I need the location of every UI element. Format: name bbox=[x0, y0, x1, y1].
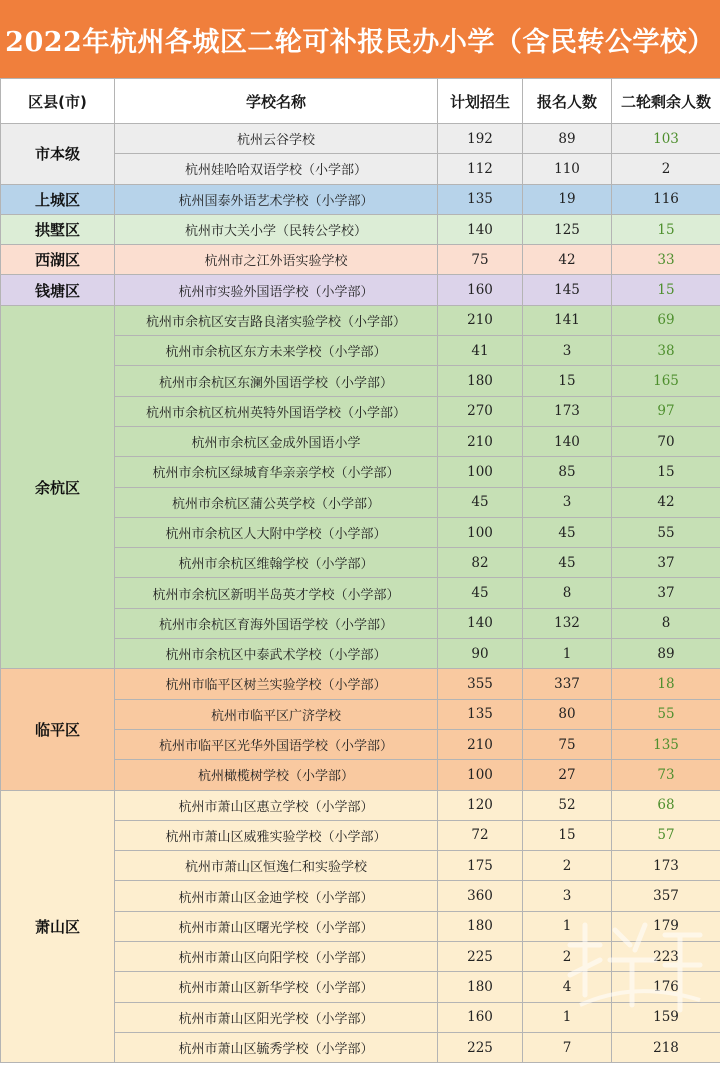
remaining-cell: 18 bbox=[612, 669, 720, 699]
applied-cell: 1 bbox=[523, 1002, 612, 1032]
remaining-cell: 179 bbox=[612, 911, 720, 941]
plan-cell: 72 bbox=[438, 820, 523, 850]
school-name-cell: 杭州市之江外语实验学校 bbox=[115, 245, 438, 275]
page-title: 2022年杭州各城区二轮可补报民办小学（含民转公学校） bbox=[0, 0, 720, 78]
plan-cell: 45 bbox=[438, 487, 523, 517]
remaining-cell: 73 bbox=[612, 760, 720, 790]
plan-cell: 135 bbox=[438, 184, 523, 214]
school-name-cell: 杭州市余杭区东方未来学校（小学部） bbox=[115, 336, 438, 366]
remaining-cell: 176 bbox=[612, 972, 720, 1002]
table-header-row bbox=[1, 79, 720, 124]
remaining-cell: 223 bbox=[612, 942, 720, 972]
remaining-cell: 55 bbox=[612, 517, 720, 547]
plan-cell: 160 bbox=[438, 275, 523, 305]
school-name-cell: 杭州市余杭区东澜外国语学校（小学部） bbox=[115, 366, 438, 396]
school-name-cell: 杭州市余杭区育海外国语学校（小学部） bbox=[115, 608, 438, 638]
remaining-cell: 97 bbox=[612, 396, 720, 426]
school-name-cell: 杭州市萧山区恒逸仁和实验学校 bbox=[115, 851, 438, 881]
school-name-cell: 杭州市余杭区安吉路良渚实验学校（小学部） bbox=[115, 305, 438, 335]
remaining-cell: 38 bbox=[612, 336, 720, 366]
district-cell: 西湖区 bbox=[1, 245, 115, 275]
remaining-cell: 159 bbox=[612, 1002, 720, 1032]
school-name-cell: 杭州市萧山区毓秀学校（小学部） bbox=[115, 1032, 438, 1062]
district-cell: 拱墅区 bbox=[1, 214, 115, 244]
applied-cell: 1 bbox=[523, 639, 612, 669]
applied-cell: 173 bbox=[523, 396, 612, 426]
applied-cell: 141 bbox=[523, 305, 612, 335]
remaining-cell: 357 bbox=[612, 881, 720, 911]
plan-cell: 180 bbox=[438, 972, 523, 1002]
remaining-cell: 37 bbox=[612, 578, 720, 608]
applied-cell: 52 bbox=[523, 790, 612, 820]
header-school-name: 学校名称 bbox=[115, 79, 438, 124]
header-plan: 计划招生 bbox=[438, 79, 523, 124]
school-name-cell: 杭州市余杭区维翰学校（小学部） bbox=[115, 548, 438, 578]
remaining-cell: 70 bbox=[612, 426, 720, 456]
applied-cell: 1 bbox=[523, 911, 612, 941]
plan-cell: 82 bbox=[438, 548, 523, 578]
school-name-cell: 杭州市临平区光华外国语学校（小学部） bbox=[115, 729, 438, 759]
remaining-cell: 33 bbox=[612, 245, 720, 275]
table-row bbox=[1, 669, 720, 699]
school-name-cell: 杭州娃哈哈双语学校（小学部） bbox=[115, 154, 438, 184]
table-row bbox=[1, 275, 720, 305]
district-cell: 上城区 bbox=[1, 184, 115, 214]
table-row bbox=[1, 124, 720, 154]
plan-cell: 100 bbox=[438, 457, 523, 487]
remaining-cell: 135 bbox=[612, 729, 720, 759]
remaining-cell: 218 bbox=[612, 1032, 720, 1062]
school-name-cell: 杭州市余杭区中泰武术学校（小学部） bbox=[115, 639, 438, 669]
applied-cell: 3 bbox=[523, 881, 612, 911]
applied-cell: 89 bbox=[523, 124, 612, 154]
school-name-cell: 杭州市余杭区杭州英特外国语学校（小学部） bbox=[115, 396, 438, 426]
applied-cell: 45 bbox=[523, 517, 612, 547]
applied-cell: 85 bbox=[523, 457, 612, 487]
applied-cell: 3 bbox=[523, 487, 612, 517]
remaining-cell: 68 bbox=[612, 790, 720, 820]
plan-cell: 140 bbox=[438, 608, 523, 638]
applied-cell: 15 bbox=[523, 820, 612, 850]
table-row bbox=[1, 790, 720, 820]
plan-cell: 180 bbox=[438, 911, 523, 941]
applied-cell: 4 bbox=[523, 972, 612, 1002]
plan-cell: 135 bbox=[438, 699, 523, 729]
plan-cell: 175 bbox=[438, 851, 523, 881]
plan-cell: 192 bbox=[438, 124, 523, 154]
school-name-cell: 杭州市临平区广济学校 bbox=[115, 699, 438, 729]
remaining-cell: 116 bbox=[612, 184, 720, 214]
header-applied: 报名人数 bbox=[523, 79, 612, 124]
header-district: 区县(市) bbox=[1, 79, 115, 124]
school-name-cell: 杭州市余杭区人大附中学校（小学部） bbox=[115, 517, 438, 547]
applied-cell: 15 bbox=[523, 366, 612, 396]
school-name-cell: 杭州市余杭区金成外国语小学 bbox=[115, 426, 438, 456]
remaining-cell: 89 bbox=[612, 639, 720, 669]
remaining-cell: 2 bbox=[612, 154, 720, 184]
applied-cell: 42 bbox=[523, 245, 612, 275]
plan-cell: 160 bbox=[438, 1002, 523, 1032]
plan-cell: 210 bbox=[438, 426, 523, 456]
remaining-cell: 15 bbox=[612, 214, 720, 244]
district-cell: 萧山区 bbox=[1, 790, 115, 1063]
remaining-cell: 173 bbox=[612, 851, 720, 881]
plan-cell: 210 bbox=[438, 305, 523, 335]
plan-cell: 225 bbox=[438, 942, 523, 972]
school-name-cell: 杭州市萧山区惠立学校（小学部） bbox=[115, 790, 438, 820]
school-name-cell: 杭州国泰外语艺术学校（小学部） bbox=[115, 184, 438, 214]
remaining-cell: 8 bbox=[612, 608, 720, 638]
applied-cell: 75 bbox=[523, 729, 612, 759]
header-remaining: 二轮剩余人数 bbox=[612, 79, 720, 124]
remaining-cell: 15 bbox=[612, 275, 720, 305]
applied-cell: 145 bbox=[523, 275, 612, 305]
school-name-cell: 杭州市萧山区威雅实验学校（小学部） bbox=[115, 820, 438, 850]
school-name-cell: 杭州市临平区树兰实验学校（小学部） bbox=[115, 669, 438, 699]
school-name-cell: 杭州云谷学校 bbox=[115, 124, 438, 154]
district-cell: 钱塘区 bbox=[1, 275, 115, 305]
applied-cell: 19 bbox=[523, 184, 612, 214]
applied-cell: 125 bbox=[523, 214, 612, 244]
school-name-cell: 杭州市萧山区曙光学校（小学部） bbox=[115, 911, 438, 941]
table-row bbox=[1, 245, 720, 275]
school-name-cell: 杭州市萧山区阳光学校（小学部） bbox=[115, 1002, 438, 1032]
schools-table bbox=[0, 78, 720, 1063]
plan-cell: 120 bbox=[438, 790, 523, 820]
plan-cell: 355 bbox=[438, 669, 523, 699]
remaining-cell: 165 bbox=[612, 366, 720, 396]
applied-cell: 45 bbox=[523, 548, 612, 578]
applied-cell: 27 bbox=[523, 760, 612, 790]
table-row bbox=[1, 214, 720, 244]
plan-cell: 90 bbox=[438, 639, 523, 669]
applied-cell: 2 bbox=[523, 851, 612, 881]
applied-cell: 140 bbox=[523, 426, 612, 456]
school-name-cell: 杭州市萧山区向阳学校（小学部） bbox=[115, 942, 438, 972]
remaining-cell: 42 bbox=[612, 487, 720, 517]
applied-cell: 337 bbox=[523, 669, 612, 699]
plan-cell: 270 bbox=[438, 396, 523, 426]
remaining-cell: 55 bbox=[612, 699, 720, 729]
school-name-cell: 杭州市萧山区新华学校（小学部） bbox=[115, 972, 438, 1002]
school-name-cell: 杭州橄榄树学校（小学部） bbox=[115, 760, 438, 790]
table-row bbox=[1, 184, 720, 214]
plan-cell: 100 bbox=[438, 760, 523, 790]
applied-cell: 132 bbox=[523, 608, 612, 638]
plan-cell: 140 bbox=[438, 214, 523, 244]
table-body bbox=[1, 124, 720, 1063]
plan-cell: 225 bbox=[438, 1032, 523, 1062]
plan-cell: 100 bbox=[438, 517, 523, 547]
plan-cell: 75 bbox=[438, 245, 523, 275]
plan-cell: 210 bbox=[438, 729, 523, 759]
remaining-cell: 37 bbox=[612, 548, 720, 578]
remaining-cell: 69 bbox=[612, 305, 720, 335]
remaining-cell: 103 bbox=[612, 124, 720, 154]
plan-cell: 360 bbox=[438, 881, 523, 911]
school-name-cell: 杭州市余杭区新明半岛英才学校（小学部） bbox=[115, 578, 438, 608]
school-name-cell: 杭州市余杭区蒲公英学校（小学部） bbox=[115, 487, 438, 517]
school-name-cell: 杭州市实验外国语学校（小学部） bbox=[115, 275, 438, 305]
plan-cell: 45 bbox=[438, 578, 523, 608]
plan-cell: 180 bbox=[438, 366, 523, 396]
district-cell: 市本级 bbox=[1, 124, 115, 185]
school-name-cell: 杭州市萧山区金迪学校（小学部） bbox=[115, 881, 438, 911]
school-name-cell: 杭州市余杭区绿城育华亲亲学校（小学部） bbox=[115, 457, 438, 487]
applied-cell: 7 bbox=[523, 1032, 612, 1062]
plan-cell: 41 bbox=[438, 336, 523, 366]
applied-cell: 3 bbox=[523, 336, 612, 366]
applied-cell: 110 bbox=[523, 154, 612, 184]
school-name-cell: 杭州市大关小学（民转公学校） bbox=[115, 214, 438, 244]
applied-cell: 2 bbox=[523, 942, 612, 972]
table-row bbox=[1, 305, 720, 335]
district-cell: 临平区 bbox=[1, 669, 115, 790]
remaining-cell: 57 bbox=[612, 820, 720, 850]
remaining-cell: 15 bbox=[612, 457, 720, 487]
plan-cell: 112 bbox=[438, 154, 523, 184]
district-cell: 余杭区 bbox=[1, 305, 115, 669]
applied-cell: 8 bbox=[523, 578, 612, 608]
applied-cell: 80 bbox=[523, 699, 612, 729]
